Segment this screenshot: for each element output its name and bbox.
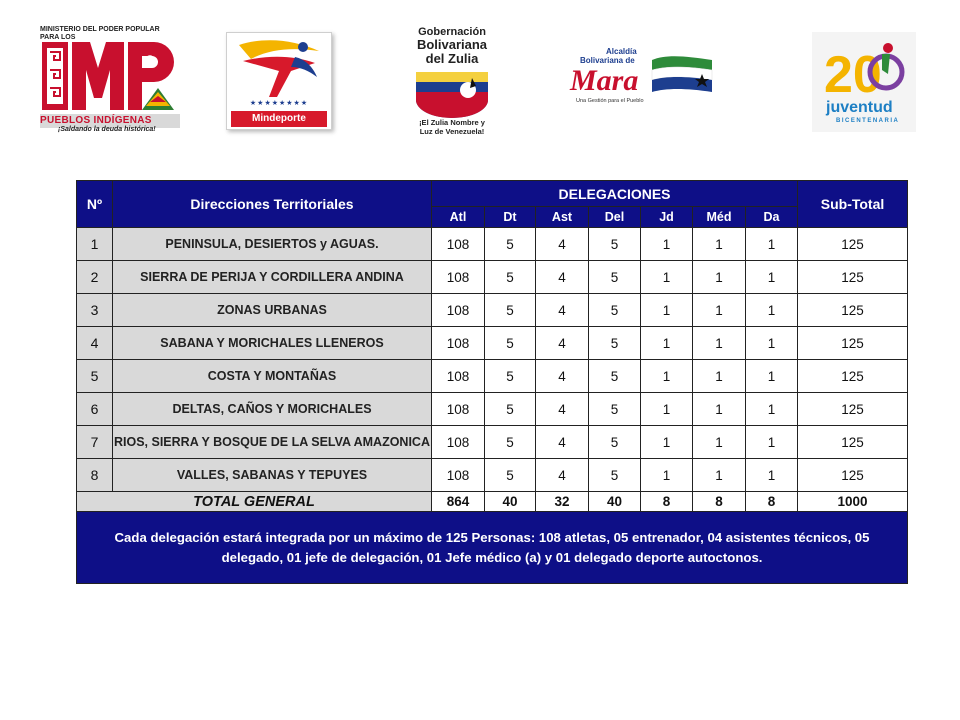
- row-value-dt: 5: [485, 459, 536, 492]
- row-value-jd: 1: [641, 228, 693, 261]
- row-value-del: 5: [589, 459, 641, 492]
- header-number: Nº: [77, 181, 113, 228]
- row-value-atl: 108: [432, 261, 485, 294]
- delegation-note-text: Cada delegación estará integrada por un máximo de 125 Personas: 108 atletas, 05 entrenador, 04 asistentes técnicos, 05 delegado, 01 jefe de delegación, 01 Jefe médico (a) y 01 delegado deporte autoctonos.: [114, 529, 870, 565]
- row-value-da: 1: [746, 327, 798, 360]
- mara-logo-line2: Bolivariana de: [580, 56, 635, 65]
- row-direction-name: SIERRA DE PERIJA Y CORDILLERA ANDINA: [113, 261, 432, 294]
- row-subtotal: 125: [798, 459, 908, 492]
- row-value-med: 1: [693, 360, 746, 393]
- row-value-da: 1: [746, 228, 798, 261]
- juventud-logo-word: juventud: [826, 99, 893, 116]
- row-subtotal: 125: [798, 360, 908, 393]
- row-value-atl: 108: [432, 360, 485, 393]
- row-value-del: 5: [589, 261, 641, 294]
- ministry-logo-title: MINISTERIO DEL PODER POPULAR PARA LOS: [40, 26, 160, 41]
- total-subtotal: 1000: [798, 492, 908, 512]
- row-direction-name: SABANA Y MORICHALES LLENEROS: [113, 327, 432, 360]
- total-del: 40: [589, 492, 641, 512]
- row-value-del: 5: [589, 393, 641, 426]
- total-row: [77, 492, 908, 512]
- subheader-ast: Ast: [536, 207, 589, 228]
- row-value-del: 5: [589, 327, 641, 360]
- subheader-atl: Atl: [432, 207, 485, 228]
- total-da: 8: [746, 492, 798, 512]
- zulia-logo-slogan1: ¡El Zulia Nombre y: [419, 118, 485, 127]
- row-value-atl: 108: [432, 327, 485, 360]
- subheader-da: Da: [746, 207, 798, 228]
- delegations-table: [76, 180, 908, 584]
- zulia-logo-line1: Gobernación: [418, 26, 486, 38]
- mara-logo-line1: Alcaldía: [606, 47, 637, 56]
- row-value-med: 1: [693, 228, 746, 261]
- row-value-ast: 4: [536, 261, 589, 294]
- row-value-da: 1: [746, 426, 798, 459]
- row-value-da: 1: [746, 360, 798, 393]
- row-number: 6: [77, 393, 113, 426]
- row-subtotal: 125: [798, 426, 908, 459]
- row-number: 8: [77, 459, 113, 492]
- table-row: [77, 426, 908, 459]
- row-number: 3: [77, 294, 113, 327]
- mara-logo-name: Mara: [570, 64, 639, 97]
- zulia-logo-line3: del Zulia: [425, 51, 479, 66]
- table-row: [77, 294, 908, 327]
- row-direction-name: PENINSULA, DESIERTOS y AGUAS.: [113, 228, 432, 261]
- row-direction-name: COSTA Y MONTAÑAS: [113, 360, 432, 393]
- mara-logo-slogan: Una Gestión para el Pueblo: [576, 98, 644, 104]
- header-subtotal: Sub-Total: [798, 181, 908, 228]
- row-value-med: 1: [693, 294, 746, 327]
- row-value-atl: 108: [432, 228, 485, 261]
- row-value-ast: 4: [536, 360, 589, 393]
- ministry-emblem-icon: [42, 40, 174, 112]
- header-delegations: DELEGACIONES: [432, 181, 798, 207]
- row-value-jd: 1: [641, 426, 693, 459]
- total-med: 8: [693, 492, 746, 512]
- mindeporte-stars: ★★★★★★★★: [249, 100, 309, 107]
- row-value-dt: 5: [485, 360, 536, 393]
- zulia-flag-icon: [412, 68, 492, 118]
- row-value-ast: 4: [536, 327, 589, 360]
- header-directions: Direcciones Territoriales: [113, 181, 432, 228]
- table-row: [77, 360, 908, 393]
- row-number: 5: [77, 360, 113, 393]
- row-value-atl: 108: [432, 426, 485, 459]
- row-value-del: 5: [589, 360, 641, 393]
- row-value-ast: 4: [536, 228, 589, 261]
- table-row: [77, 327, 908, 360]
- zulia-logo-slogan2: Luz de Venezuela!: [419, 127, 485, 136]
- table-row: [77, 393, 908, 426]
- total-atl: 864: [432, 492, 485, 512]
- row-value-jd: 1: [641, 459, 693, 492]
- juventud-emblem-icon: [816, 36, 912, 128]
- row-value-jd: 1: [641, 294, 693, 327]
- row-value-atl: 108: [432, 294, 485, 327]
- row-value-med: 1: [693, 426, 746, 459]
- row-value-ast: 4: [536, 426, 589, 459]
- row-value-da: 1: [746, 459, 798, 492]
- row-number: 7: [77, 426, 113, 459]
- juventud-logo: [812, 32, 916, 132]
- row-value-da: 1: [746, 294, 798, 327]
- row-value-atl: 108: [432, 459, 485, 492]
- row-subtotal: 125: [798, 228, 908, 261]
- row-value-jd: 1: [641, 393, 693, 426]
- row-direction-name: DELTAS, CAÑOS Y MORICHALES: [113, 393, 432, 426]
- row-value-del: 5: [589, 294, 641, 327]
- table-row: [77, 228, 908, 261]
- subheader-jd: Jd: [641, 207, 693, 228]
- table-row: [77, 459, 908, 492]
- total-dt: 40: [485, 492, 536, 512]
- row-subtotal: 125: [798, 294, 908, 327]
- ministry-logo-name: PUEBLOS INDÍGENAS: [40, 114, 180, 128]
- row-subtotal: 125: [798, 261, 908, 294]
- delegation-note: [77, 512, 908, 584]
- row-value-del: 5: [589, 228, 641, 261]
- mindeporte-logo: [226, 32, 332, 130]
- row-value-jd: 1: [641, 261, 693, 294]
- mindeporte-figure-icon: [233, 37, 325, 99]
- row-value-jd: 1: [641, 360, 693, 393]
- row-value-del: 5: [589, 426, 641, 459]
- row-value-med: 1: [693, 327, 746, 360]
- row-subtotal: 125: [798, 393, 908, 426]
- subheader-del: Del: [589, 207, 641, 228]
- subheader-med: Méd: [693, 207, 746, 228]
- zulia-logo: [406, 26, 498, 148]
- zulia-logo-line2: Bolivariana: [416, 37, 488, 52]
- total-label: TOTAL GENERAL: [77, 492, 432, 512]
- row-value-ast: 4: [536, 459, 589, 492]
- row-value-med: 1: [693, 261, 746, 294]
- row-value-dt: 5: [485, 228, 536, 261]
- row-value-jd: 1: [641, 327, 693, 360]
- row-number: 1: [77, 228, 113, 261]
- row-value-dt: 5: [485, 393, 536, 426]
- row-value-dt: 5: [485, 327, 536, 360]
- row-value-med: 1: [693, 393, 746, 426]
- row-value-dt: 5: [485, 294, 536, 327]
- table-row: [77, 261, 908, 294]
- juventud-logo-sub: BICENTENARIA: [836, 118, 900, 124]
- row-direction-name: VALLES, SABANAS Y TEPUYES: [113, 459, 432, 492]
- row-value-dt: 5: [485, 261, 536, 294]
- row-value-da: 1: [746, 393, 798, 426]
- row-subtotal: 125: [798, 327, 908, 360]
- row-value-atl: 108: [432, 393, 485, 426]
- row-value-med: 1: [693, 459, 746, 492]
- row-number: 4: [77, 327, 113, 360]
- row-value-ast: 4: [536, 294, 589, 327]
- mindeporte-label: Mindeporte: [231, 111, 327, 127]
- ministry-logo-slogan: ¡Saldando la deuda histórica!: [58, 126, 156, 133]
- row-value-da: 1: [746, 261, 798, 294]
- mara-flag-icon: [566, 44, 716, 108]
- row-number: 2: [77, 261, 113, 294]
- total-jd: 8: [641, 492, 693, 512]
- juventud-logo-number: 20: [824, 46, 882, 104]
- row-direction-name: ZONAS URBANAS: [113, 294, 432, 327]
- mara-logo: [566, 44, 716, 108]
- ministry-logo: [40, 26, 180, 136]
- row-value-dt: 5: [485, 426, 536, 459]
- row-value-ast: 4: [536, 393, 589, 426]
- row-direction-name: RIOS, SIERRA Y BOSQUE DE LA SELVA AMAZONICA: [113, 426, 432, 459]
- subheader-dt: Dt: [485, 207, 536, 228]
- total-ast: 32: [536, 492, 589, 512]
